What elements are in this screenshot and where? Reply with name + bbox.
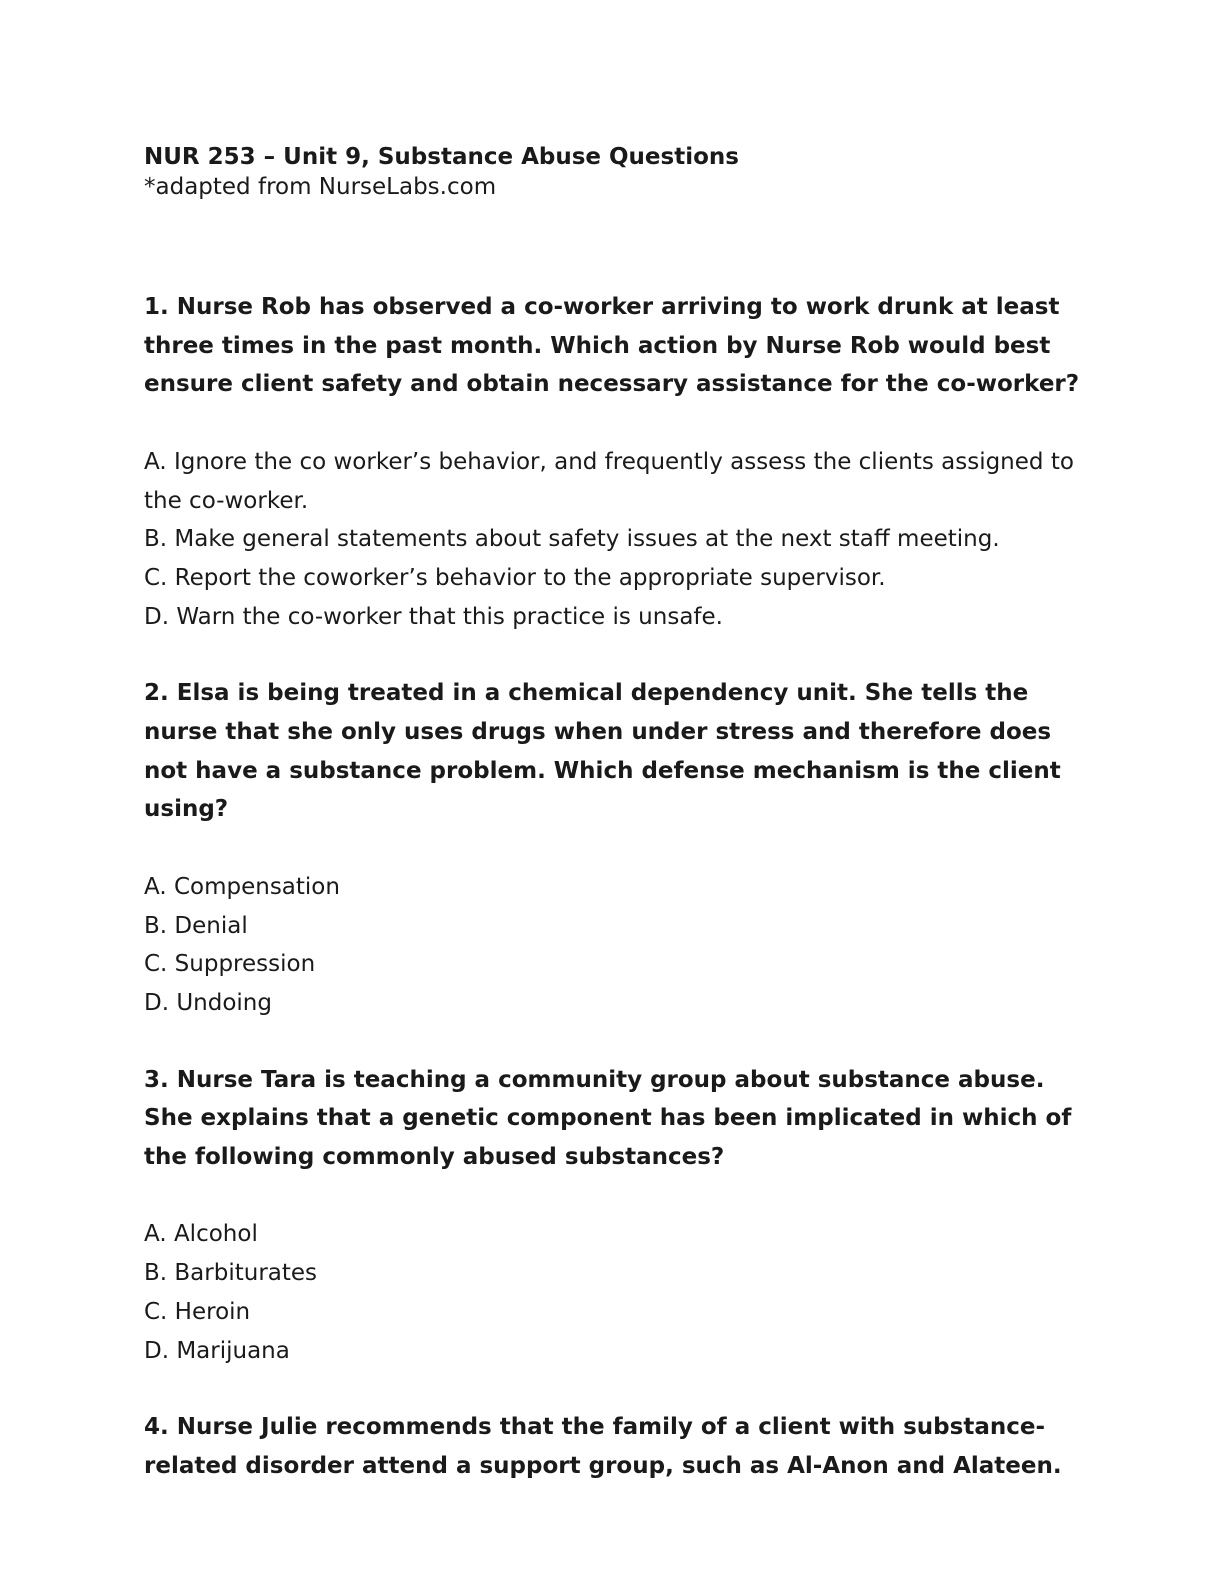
answer-option-d: D. Undoing [144,989,272,1016]
answer-option-a: A. Compensation [144,873,340,900]
answer-option-c: C. Suppression [144,951,316,978]
question-text: 1. Nurse Rob has observed a co-worker arriving to work drunk at least three times in the past month. Which action by Nurse Rob would best ensure client safety and obtain necessary assistance for the co-worker? [144,294,1080,398]
page-title: NUR 253 – Unit 9, Substance Abuse Questions [144,144,739,170]
question-3 [144,1061,1084,1371]
page-subtitle: *adapted from NurseLabs.com [144,174,497,200]
document-page [144,140,1084,1524]
question-4 [144,1408,1084,1485]
answer-option-d: D. Marijuana [144,1337,290,1364]
question-text: 3. Nurse Tara is teaching a community group about substance abuse. She explains that a genetic component has been implicated in which of the following commonly abused substances? [144,1066,1072,1171]
answer-options [144,868,1084,1023]
answer-options [144,1215,1084,1370]
answer-option-c: C. Report the coworker’s behavior to the appropriate supervisor. [144,564,886,591]
answer-option-a: A. Ignore the co worker’s behavior, and frequently assess the clients assigned to the co-worker. [144,448,1074,514]
answer-option-c: C. Heroin [144,1298,251,1325]
answer-option-b: B. Barbiturates [144,1260,318,1287]
answer-option-b: B. Make general statements about safety issues at the next staff meeting. [144,526,1000,553]
question-text: 4. Nurse Julie recommends that the family of a client with substance-related disorder attend a support group, such as Al-Anon and Alateen. [144,1414,1062,1479]
answer-option-a: A. Alcohol [144,1221,258,1248]
question-1 [144,288,1084,636]
answer-options [144,443,1084,637]
answer-option-d: D. Warn the co-worker that this practice is unsafe. [144,603,723,630]
question-2 [144,674,1084,1022]
question-text: 2. Elsa is being treated in a chemical dependency unit. She tells the nurse that she only uses drugs when under stress and therefore does not have a substance problem. Which defense mechanism is the client using? [144,680,1061,823]
answer-option-b: B. Denial [144,912,248,939]
